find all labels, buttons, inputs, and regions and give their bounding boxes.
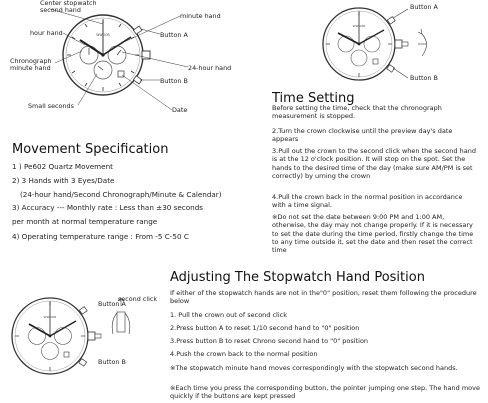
label-hour-hand: hour hand (30, 29, 63, 37)
stopwatch-step: 3.Press button B to reset Chrono second hand to "0" position (170, 337, 369, 345)
movement-item: 2) 3 Hands with 3 Eyes/Date (12, 176, 115, 185)
time-setting-note: ※Do not set the date between 9:00 PM and 1:00 AM, otherwise, the day may not change properly. If it is necessary to set the date during the time period, firstly change the time to any time outside it, set the date and then reset the correct time (272, 213, 474, 255)
svg-text:WWOOR: WWOOR (352, 24, 366, 28)
watch-illustration-time (300, 0, 488, 90)
watch-illustration-stopwatch (0, 290, 165, 403)
label-second-click: second click (118, 295, 158, 303)
stopwatch-intro: If either of the stopwatch hands are not in the"0" position, reset them following the procedure below (170, 289, 477, 306)
label-button-b: Button B (160, 77, 188, 85)
brand-logo: WWOOR (96, 33, 110, 37)
stopwatch-step: 1. Pull the crown out of second click (170, 311, 287, 319)
label-center-stopwatch: Center stopwatch (40, 0, 97, 7)
movement-title: Movement Specification (12, 142, 169, 157)
movement-item: 3) Accuracy --- Monthly rate : Less than ±30 seconds (12, 203, 204, 212)
label-24-hour-hand: 24-hour hand (188, 64, 232, 72)
time-setting-title: Time Setting (272, 91, 355, 106)
svg-text:WWOOR: WWOOR (43, 315, 57, 319)
watch-diagram-time-setting (300, 0, 488, 90)
time-setting-intro: Before setting the time, check that the chronograph measurement is stopped. (272, 104, 442, 121)
watch-diagram-stopwatch (0, 290, 165, 403)
label-small-seconds: Small seconds (28, 102, 74, 110)
movement-item: 1 ) Pe602 Quartz Movement (12, 162, 113, 171)
stopwatch-note: ※The stopwatch minute hand moves correspondingly with the stopwatch second hands. (170, 364, 458, 372)
movement-item: 4) Operating temperature range : From -5 C-50 C (12, 232, 189, 241)
stopwatch-note: ※Each time you press the corresponding button, the pointer jumping one step. The hand move quickly if the buttons are kept pressed (170, 384, 480, 401)
watch-diagram-main (0, 0, 250, 120)
stopwatch-step: 4.Push the crown back to the normal position (170, 350, 318, 358)
label-button-b-3: Button B (98, 358, 126, 366)
label-button-a: Button A (160, 31, 188, 39)
label-button-b-2: Button B (410, 74, 438, 82)
movement-item: (24-hour hand/Second Chronograph/Minute & Calendar) (20, 190, 222, 199)
stopwatch-step: 2.Press button A to reset 1/10 second hand to "0" position (170, 324, 360, 332)
label-chronograph-minute: minute hand (10, 64, 51, 72)
label-minute-hand: minute hand (180, 12, 221, 20)
label-chronograph: Chronograph (10, 57, 52, 65)
time-setting-step: 4.Pull the crown back in the normal position in accordance with a time signal. (272, 193, 463, 210)
time-setting-step: 2.Turn the crown clockwise until the preview day's date appears (272, 127, 453, 144)
stopwatch-title: Adjusting The Stopwatch Hand Position (170, 270, 425, 285)
time-setting-step: 3.Pull out the crown to the second click when the second hand is at the 12 o'clock position. It will stop on the spot. Set the hands to the desired time of the day (make sure AM/PM is set correctly) by urning the crown (272, 147, 476, 180)
movement-item: per month at normal temperature range (12, 217, 158, 226)
label-button-a-3: Button A (98, 300, 126, 308)
label-date: Date (172, 106, 188, 114)
label-button-a-2: Button A (410, 3, 438, 11)
label-second-hand: second hand (40, 6, 81, 14)
